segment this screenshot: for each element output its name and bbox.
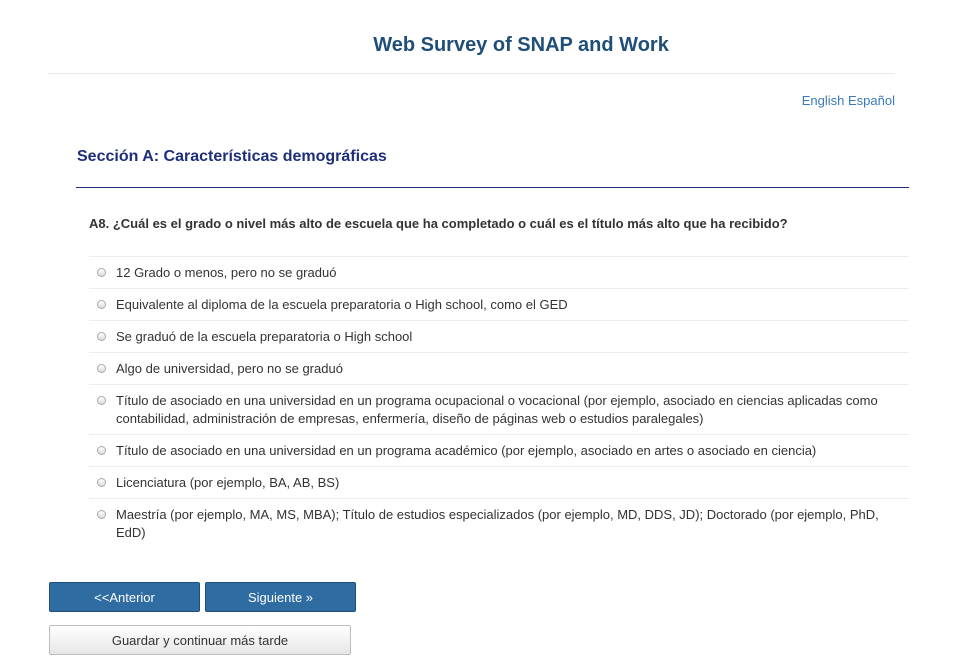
- site-title: Web Survey of SNAP and Work: [373, 34, 669, 56]
- radio-button[interactable]: [97, 478, 106, 487]
- option-label: Algo de universidad, pero no se graduó: [116, 361, 343, 376]
- radio-button[interactable]: [97, 364, 106, 373]
- option-bachelors[interactable]: [89, 466, 909, 498]
- radio-button[interactable]: [97, 510, 106, 519]
- option-label: 12 Grado o menos, pero no se graduó: [116, 265, 337, 280]
- english-link[interactable]: English: [801, 93, 845, 108]
- option-label: Título de asociado en una universidad en un programa académico (por ejemplo, asociado en artes o asociado en ciencia): [116, 443, 817, 458]
- option-high-school-graduate[interactable]: [89, 320, 909, 352]
- question-text: A8. ¿Cuál es el grado o nivel más alto de escuela que ha completado o cuál es el título más alto que ha recibido?: [89, 216, 788, 231]
- option-label: Título de asociado en una universidad en un programa ocupacional o vocacional (por ejemplo, asociado en ciencias aplicadas como contabilidad, administración de empresas, enfermería, diseño de páginas web o estudios paralegales): [116, 393, 878, 426]
- header-divider: [48, 73, 895, 74]
- radio-button[interactable]: [97, 396, 106, 405]
- option-associate-academic[interactable]: [89, 434, 909, 466]
- option-graduate-degree[interactable]: [89, 498, 909, 548]
- radio-button[interactable]: [97, 268, 106, 277]
- radio-button[interactable]: [97, 446, 106, 455]
- option-label: Licenciatura (por ejemplo, BA, AB, BS): [116, 475, 340, 490]
- radio-button[interactable]: [97, 332, 106, 341]
- option-some-college[interactable]: [89, 352, 909, 384]
- previous-button[interactable]: <<Anterior: [49, 582, 200, 612]
- option-associate-occupational[interactable]: [89, 384, 909, 434]
- save-and-continue-later-button[interactable]: Guardar y continuar más tarde: [49, 625, 351, 655]
- option-label: Equivalente al diploma de la escuela preparatoria o High school, como el GED: [116, 297, 568, 312]
- language-switcher: [802, 93, 895, 108]
- section-divider: [76, 187, 909, 188]
- option-ged-equivalent[interactable]: [89, 288, 909, 320]
- section-title: Sección A: Características demográficas: [77, 148, 387, 165]
- next-button[interactable]: Siguiente »: [205, 582, 356, 612]
- answer-options: [89, 256, 909, 548]
- option-12th-grade-or-less[interactable]: [89, 256, 909, 288]
- espanol-link[interactable]: Español: [848, 93, 895, 108]
- navigation-buttons: [49, 582, 356, 612]
- radio-button[interactable]: [97, 300, 106, 309]
- option-label: Se graduó de la escuela preparatoria o High school: [116, 329, 413, 344]
- option-label: Maestría (por ejemplo, MA, MS, MBA); Título de estudios especializados (por ejemplo, MD, DDS, JD); Doctorado (por ejemplo, PhD, EdD): [116, 507, 879, 540]
